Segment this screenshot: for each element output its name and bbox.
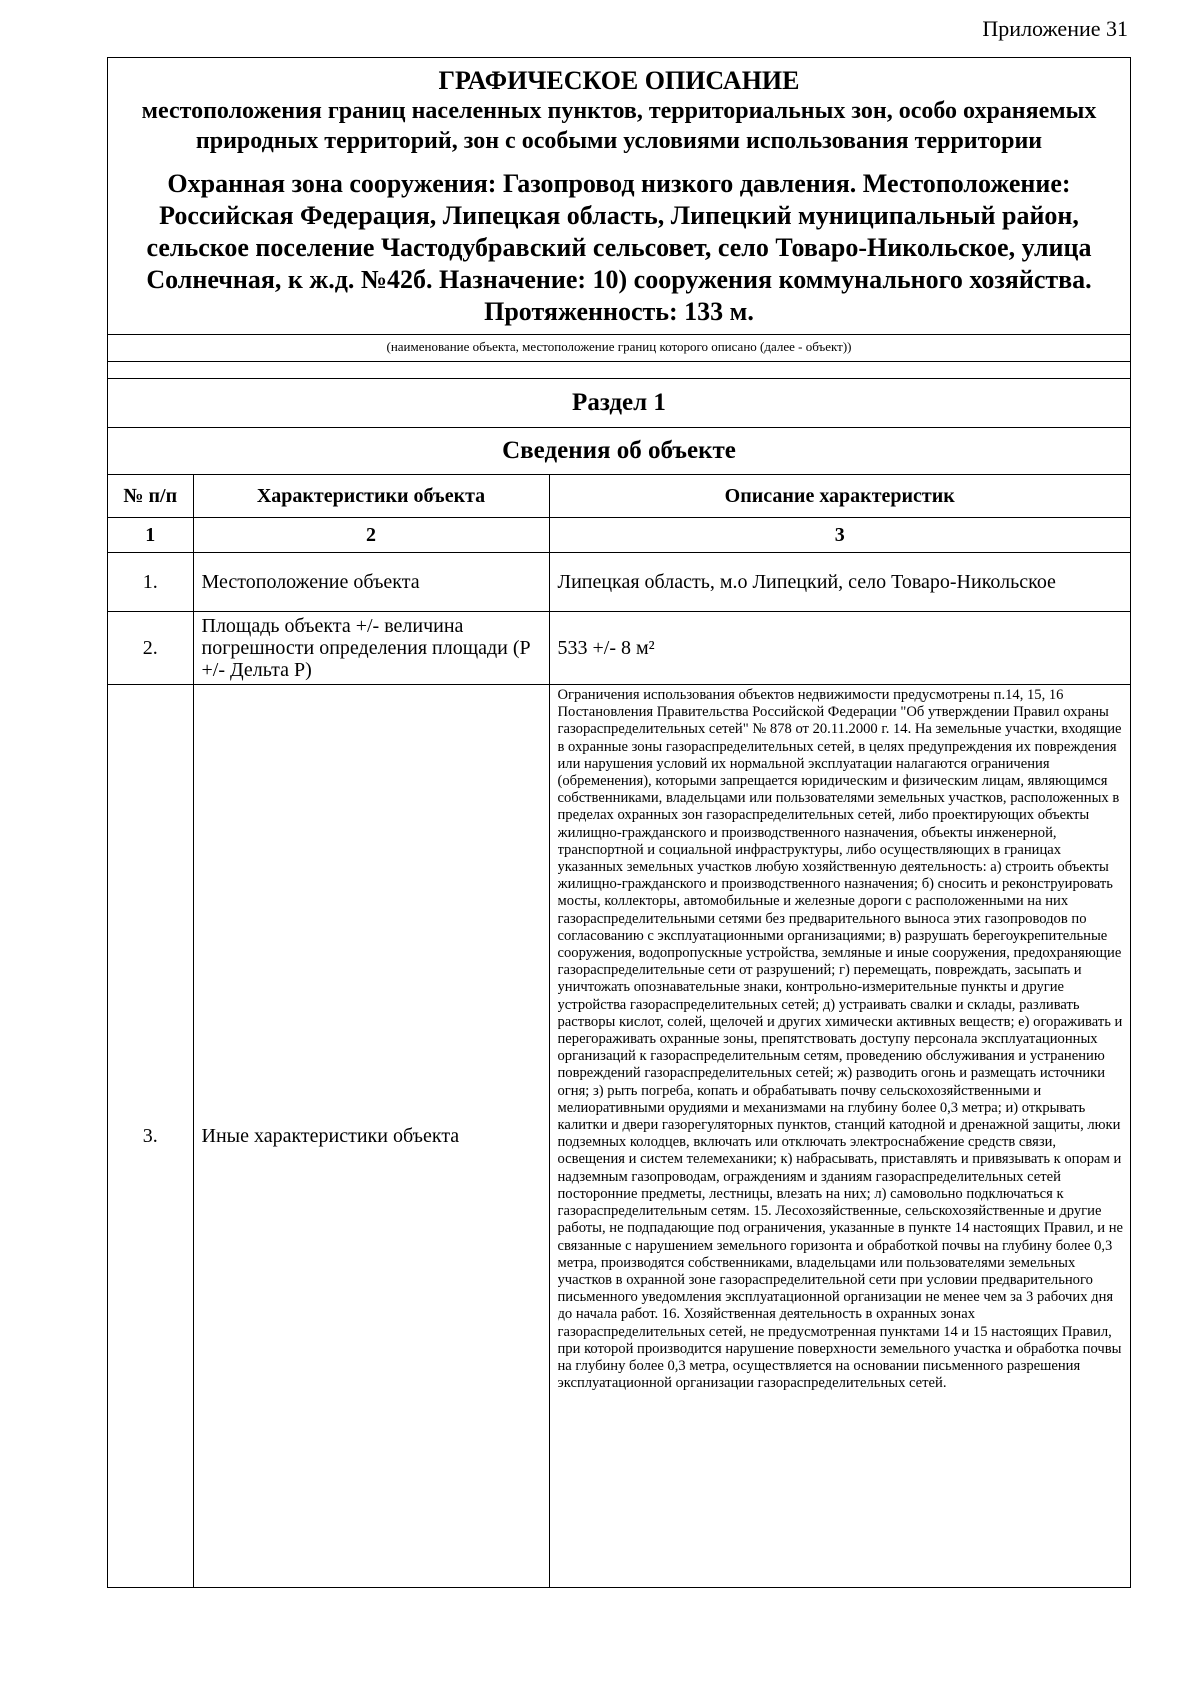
object-info-table — [108, 474, 1130, 1587]
row-number: 3. — [108, 685, 193, 1588]
header-cell-characteristic: Характеристики объекта — [193, 475, 549, 518]
row-number: 1. — [108, 553, 193, 612]
header-cell-description: Описание характеристик — [549, 475, 1130, 518]
column-number-row — [108, 518, 1130, 553]
row-characteristic: Иные характеристики объекта — [193, 685, 549, 1588]
object-caption: (наименование объекта, местоположение границ которого описано (далее - объект)) — [108, 334, 1130, 361]
spacer-row — [108, 361, 1130, 378]
section-subtitle: Сведения об объекте — [108, 427, 1130, 474]
row-description: 533 +/- 8 м² — [549, 612, 1130, 685]
document-subtitle: местоположения границ населенных пунктов, территориальных зон, особо охраняемых природных территорий, зон с особыми условиями использования территории — [141, 98, 1097, 154]
column-number-cell: 2 — [193, 518, 549, 553]
table-row — [108, 553, 1130, 612]
object-name: Охранная зона сооружения: Газопровод низкого давления. Местоположение: Российская Федерация, Липецкая область, Липецкий муниципальный район, сельское поселение Частодубравский сельсовет, село Товаро-Никольское, улица Солнечная, к ж.д. №42б. Назначение: 10) сооружения коммунального хозяйства. Протяженность: 133 м. — [146, 169, 1092, 326]
row-description-cell — [549, 685, 1130, 1588]
column-number-cell: 3 — [549, 518, 1130, 553]
row-characteristic: Площадь объекта +/- величина погрешности определения площади (Р +/- Дельта Р) — [193, 612, 549, 685]
table-row — [108, 612, 1130, 685]
section-title: Раздел 1 — [108, 378, 1130, 427]
appendix-label: Приложение 31 — [982, 16, 1128, 41]
row-number: 2. — [108, 612, 193, 685]
document-title: ГРАФИЧЕСКОЕ ОПИСАНИЕ — [438, 66, 800, 95]
table-row — [108, 685, 1130, 1588]
document-frame — [107, 57, 1131, 1588]
row-description: Ограничения использования объектов недвижимости предусмотрены п.14, 15, 16 Постановления Правительства Российской Федерации "Об утверждении Правил охраны газораспределительных сетей" № 878 от 20.11.2000 г. 14. На земельные участки, входящие в охранные зоны газораспределительных сетей, в целях предупреждения их повреждения или нарушения условий их нормальной эксплуатации налагаются ограничения (обременения), которыми запрещается юридическим и физическим лицам, являющимся собственниками, владельцами или пользователями земельных участков, расположенных в пределах охранных зон газораспределительных сетей, либо проектирующих объекты жилищно-гражданского и производственного назначения, объекты инженерной, транспортной и социальной инфраструктуры, либо осуществляющих в границах указанных земельных участков любую хозяйственную деятельность: а) строить объекты жилищно-гражданского и производственного назначения; б) сносить и реконструировать мосты, коллекторы, автомобильные и железные дороги с расположенными на них газораспределительными сетями без предварительного выноса этих газопроводов по согласованию с эксплуатационными организациями; в) разрушать берегоукрепительные сооружения, водопропускные устройства, земляные и иные сооружения, предохраняющие газораспределительные сети от разрушений; г) перемещать, повреждать, засыпать и уничтожать опознавательные знаки, контрольно-измерительные пункты и другие устройства газораспределительных сетей; д) устраивать свалки и склады, разливать растворы кислот, солей, щелочей и других химически активных веществ; е) огораживать и перегораживать охранные зоны, препятствовать доступу персонала эксплуатационных организаций к газораспределительным сетям, проведению обслуживания и устранению повреждений газораспределительных сетей; ж) разводить огонь и размещать источники огня; з) рыть погреба, копать и обрабатывать почву сельскохозяйственными и мелиоративными орудиями и механизмами на глубину более 0,3 метра; и) открывать калитки и двери газорегуляторных пунктов, станций катодной и дренажной защиты, люки подземных колодцев, включать или отключать электроснабжение средств связи, освещения и систем телемеханики; к) набрасывать, приставлять и привязывать к опорам и надземным газопроводам, ограждениям и зданиям газораспределительных сетей посторонние предметы, лестницы, влезать на них; л) самовольно подключаться к газораспределительным сетям. 15. Лесохозяйственные, сельскохозяйственные и другие работы, не подпадающие под ограничения, указанные в пункте 14 настоящих Правил, и не связанные с нарушением земельного горизонта и обработкой почвы на глубину более 0,3 метра, производятся собственниками, владельцами или пользователями земельных участков в охранной зоне газораспределительной сети при условии предварительного письменного уведомления эксплуатационной организации не менее чем за 3 рабочих дня до начала работ. 16. Хозяйственная деятельность в охранных зонах газораспределительных сетей, не предусмотренная пунктами 14 и 15 настоящих Правил, при которой производится нарушение поверхности земельного участка и обработка почвы на глубину более 0,3 метра, осуществляется на основании письменного разрешения эксплуатационной организации газораспределительных сетей. — [557, 687, 1124, 1392]
header-cell-number: № п/п — [108, 475, 193, 518]
column-number-cell: 1 — [108, 518, 193, 553]
title-block — [108, 58, 1130, 334]
table-header-row — [108, 475, 1130, 518]
row-characteristic: Местоположение объекта — [193, 553, 549, 612]
row-description: Липецкая область, м.о Липецкий, село Товаро-Никольское — [549, 553, 1130, 612]
